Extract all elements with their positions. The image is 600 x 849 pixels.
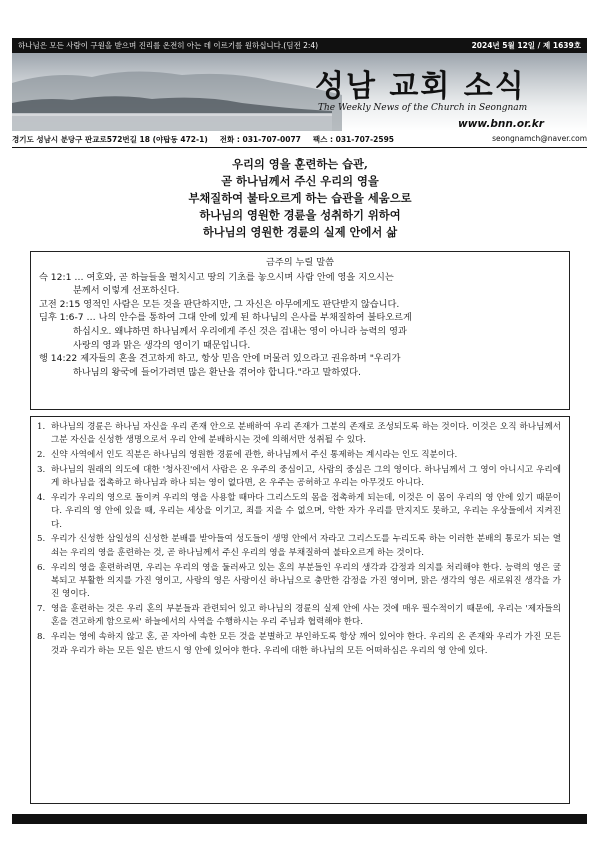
item-text: 하나님의 경륜은 하나님 자신을 우리 존재 안으로 분배하여 우리 존재가 그분의 존재로 조성되도록 하는 것이다. 이것은 오직 하나님께서 그분 자신을 신성한 생명으로서 우리 안에 분배하시는 것에 의해서만 성취될 수 있다. [51, 422, 561, 446]
verse-line: 행 14:22 제자들의 혼을 견고하게 하고, 항상 믿음 안에 머물러 있으라고 권유하며 "우리가 [39, 353, 401, 365]
verse-line: 하나님의 왕국에 들어가려면 많은 환난을 겪어야 합니다."라고 말하였다. [73, 366, 361, 378]
newsletter-title: 성남 교회 소식 [315, 69, 526, 104]
headline-line: 곧 하나님께서 주신 우리의 영을 [221, 174, 379, 188]
list-item [37, 631, 561, 658]
verse-item [39, 298, 561, 312]
item-number: 4. [37, 492, 46, 503]
email-link[interactable]: seongnamch@naver.com [492, 134, 587, 143]
verse-item [39, 311, 561, 352]
fax: 팩스 : 031-707-2595 [312, 135, 395, 144]
verse-line: 슥 12:1 … 여호와, 곧 하늘들을 펼치시고 땅의 기초를 놓으시며 사람 안에 영을 지으시는 [39, 271, 394, 283]
item-text: 우리의 영을 훈련하려면, 우리는 우리의 영을 둘러싸고 있는 혼의 부분들인 우리의 생각과 감정과 의지를 처리해야 한다. 능력의 영은 굴복되고 부활한 의지를 가진 영이고, 사랑의 영은 사랑이신 하나님으로 충만한 감정을 가진 영이며, 맑은 생각의 영은 새로워진 생각을 가진 영이다. [51, 562, 561, 600]
list-item [37, 464, 561, 491]
item-number: 1. [37, 422, 46, 432]
headline-line: 하나님의 영원한 경륜을 성취하기 위하여 [199, 208, 401, 222]
verse-line: 사랑의 영과 맑은 생각의 영이기 때문입니다. [73, 339, 251, 351]
list-item [37, 603, 561, 630]
verses-title: 금주의 누릴 말씀 [266, 257, 334, 268]
divider [12, 147, 587, 148]
verse-line: 딤후 1:6-7 … 나의 안수를 통하여 그대 안에 있게 된 하나님의 은사를 부채질하여 불타오르게 [39, 312, 412, 324]
item-text: 신약 사역에서 인도 직분은 하나님의 영원한 경륜에 관한, 하나님께서 주신 통제하는 계시라는 인도 직분이다. [51, 450, 458, 461]
verse-line: 하십시오. 왜냐하면 하나님께서 우리에게 주신 것은 겁내는 영이 아니라 능력의 영과 [73, 325, 407, 337]
item-number: 7. [37, 604, 46, 615]
verse-item [39, 352, 561, 379]
website-link[interactable]: www.bnn.or.kr [458, 118, 544, 130]
item-number: 2. [37, 450, 46, 461]
item-number: 8. [37, 632, 46, 643]
headline-line: 우리의 영을 훈련하는 습관, [232, 157, 368, 171]
verse-item [39, 271, 561, 298]
newsletter-subtitle: The Weekly News of the Church in Seongnam [318, 103, 528, 113]
list-item [37, 492, 561, 532]
headline-line: 하나님의 영원한 경륜의 실제 안에서 삶 [202, 225, 398, 239]
verse-line: 고전 2:15 영적인 사람은 모든 것을 판단하지만, 그 자신은 아무에게도 판단받지 않습니다. [39, 298, 400, 310]
weekly-verses-box [30, 251, 570, 410]
motto: 하나님은 모든 사람이 구원을 받으며 진리를 온전히 아는 데 이르기를 원하십니다.(딤전 2:4) [18, 41, 319, 50]
item-number: 5. [37, 534, 46, 545]
item-text: 우리는 영에 속하지 않고 혼, 곧 자아에 속한 모든 것을 분별하고 부인하도록 항상 깨어 있어야 한다. 우리의 온 존재와 우리가 가진 모든 것과 우리가 하는 모든 일은 반드시 영 안에 있어야 한다. 우리에 대한 하나님의 모든 어떠하심은 우리의 영 안에 있다. [51, 632, 561, 656]
list-item [37, 533, 561, 560]
masthead-bar [12, 38, 587, 53]
headline [40, 156, 560, 241]
footer-bar [12, 814, 587, 824]
phone: 전화 : 031-707-0077 [219, 135, 301, 144]
item-text: 우리가 우리의 영으로 돌이켜 우리의 영을 사용할 때마다 그리스도의 몸을 접촉하게 되는데, 이것은 이 몸이 우리의 영 안에 있기 때문이다. 우리의 영 안에 있을 때, 우리는 세상을 이기고, 죄를 지을 수 없으며, 악한 자가 우리를 만지지도 못하고, 우리는 우상들에서 지켜진다. [51, 492, 561, 530]
list-item [37, 449, 561, 462]
contact-line [12, 134, 587, 145]
item-number: 3. [37, 464, 46, 475]
points-box [30, 416, 570, 804]
item-text: 하나님의 원래의 의도에 대한 '청사진'에서 사람은 온 우주의 중심이고, 사람의 중심은 그의 영이다. 하나님께서 그 영이 아니시고 우리에게 하나님을 접촉하고 하나님과 하나 되는 영이 없다면, 온 우주는 공허하고 우리는 아무것도 아니다. [51, 464, 561, 489]
issue-date: 2024년 5월 12일 / 제 1639호 [471, 41, 581, 50]
verse-line: 분께서 이렇게 선포하신다. [73, 285, 180, 297]
list-item [37, 562, 561, 602]
headline-line: 부채질하여 불타오르게 하는 습관을 세움으로 [188, 191, 412, 205]
item-text: 우리가 신성한 삼일성의 신성한 분배를 받아들여 성도들이 생명 안에서 자라고 그리스도를 누리도록 하는 이러한 분배의 통로가 되는 열쇠는 우리의 영을 훈련하는 것, 곧 하나님께서 주신 우리의 영을 부채질하여 불타오르게 하는 것이다. [51, 534, 561, 558]
list-item [37, 421, 561, 448]
item-number: 6. [37, 562, 46, 573]
item-text: 영을 훈련하는 것은 우리 혼의 부분들과 관련되어 있고 하나님의 경륜의 실제 안에 사는 것에 매우 필수적이기 때문에, 우리는 '제자들의 혼을 견고하게 함으로써' 하늘에서의 사역을 수행하시는 우리 주님과 협력해야 한다. [51, 604, 561, 628]
address: 경기도 성남시 분당구 판교로572번길 18 (야탑동 472-1) [12, 135, 208, 144]
